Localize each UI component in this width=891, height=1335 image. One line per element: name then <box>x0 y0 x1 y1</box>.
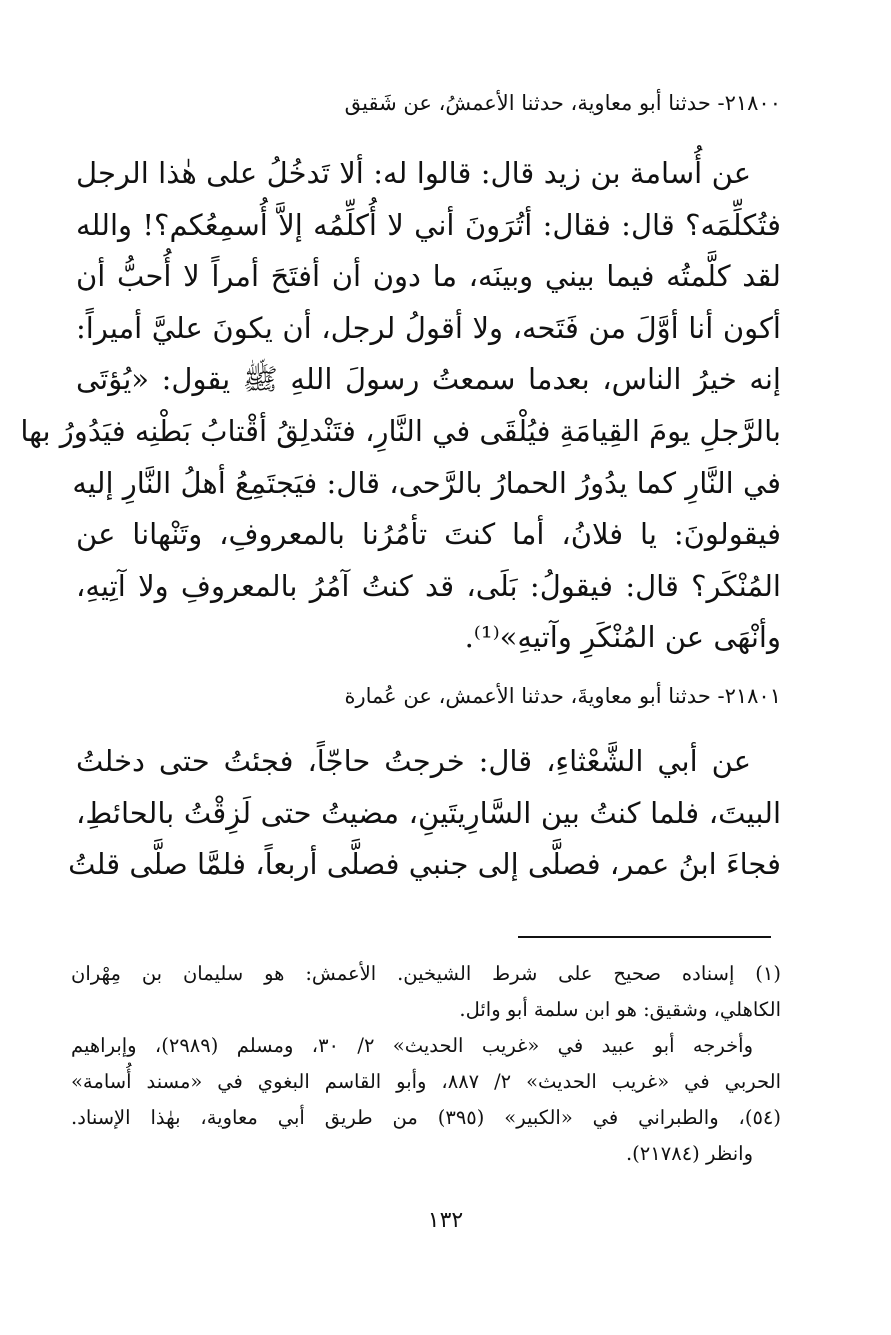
footnote-line: وانظر (٢١٧٨٤). <box>625 1142 753 1165</box>
text-line: لقد كلَّمتُه فيما بيني وبينَه، ما دون أن أفتَحَ أمراً لا أُحبُّ أن <box>76 259 781 294</box>
text-line: أكون أنا أوَّلَ من فَتَحه، ولا أقولُ لرجل، أن يكونَ عليَّ أميراً: <box>76 310 781 345</box>
page-number: ١٣٢ <box>427 1208 464 1233</box>
footnote-line: الحربي في «غريب الحديث» ٢/ ٨٨٧، وأبو القاسم البغوي في «مسند أُسامة» <box>71 1070 781 1093</box>
text-line: فيقولونَ: يا فلانُ، أما كنتَ تأمُرُنا بالمعروفِ، وتَنْهانا عن <box>76 517 781 552</box>
hadith-text-21800 <box>20 148 781 664</box>
text-line: البيتَ، فلما كنتُ بين السَّارِيتَينِ، مضيتُ حتى لَزِقْتُ بالحائطِ، <box>76 795 781 830</box>
hadith-header-21801: ٢١٨٠١- حدثنا أبو معاويةَ، حدثنا الأعمش، عن عُمارة <box>344 684 781 708</box>
text-line: فجاءَ ابنُ عمر، فصلَّى إلى جنبي فصلَّى أربعاً، فلمَّا صلَّى قلتُ <box>68 847 781 882</box>
text-line: المُنْكَر؟ قال: فيقولُ: بَلَى، قد كنتُ آمُرُ بالمعروفِ ولا آتِيهِ، <box>76 568 781 603</box>
footnote-divider <box>518 936 771 938</box>
footnote-line: (١) إسناده صحيح على شرط الشيخين. الأعمش: هو سليمان بن مِهْران <box>71 962 781 985</box>
text-line: عن أُسامة بن زيد قال: قالوا له: ألا تَدخُلُ على هٰذا الرجل <box>76 156 751 190</box>
text-line: وأنْهَى عن المُنْكَرِ وآتيهِ»⁽¹⁾. <box>464 620 781 655</box>
hadith-header-21800: ٢١٨٠٠- حدثنا أبو معاوية، حدثنا الأعمشُ، عن شَقيق <box>344 91 781 115</box>
text-line: بالرَّجلِ يومَ القِيامَةِ فيُلْقَى في النَّارِ، فتَنْدلِقُ أقْتابُ بَطْنِه فيَدُورُ بها <box>20 413 781 448</box>
footnotes <box>71 956 781 1172</box>
text-line: فتُكلِّمَه؟ قال: فقال: أتُرَونَ أني لا أُكلِّمُه إلاَّ أُسمِعُكم؟! والله <box>76 207 781 242</box>
text-line: عن أبي الشَّعْثاءِ، قال: خرجتُ حاجّاً، فجئتُ حتى دخلتُ <box>76 744 751 778</box>
footnote-line: (٥٤)، والطبراني في «الكبير» (٣٩٥) من طريق أبي معاوية، بهٰذا الإسناد. <box>71 1106 781 1129</box>
text-line: إنه خيرُ الناس، بعدما سمعتُ رسولَ اللهِ ﷺ يقول: «يُؤتَى <box>76 362 781 397</box>
text-line: في النَّارِ كما يدُورُ الحمارُ بالرَّحى، قال: فيَجتَمِعُ أهلُ النَّارِ إليه <box>72 465 781 500</box>
footnote-line: الكاهلي، وشقيق: هو ابن سلمة أبو وائل. <box>459 998 781 1021</box>
footnote-line: وأخرجه أبو عبيد في «غريب الحديث» ٢/ ٣٠، ومسلم (٢٩٨٩)، وإبراهيم <box>71 1034 753 1057</box>
hadith-text-21801 <box>68 736 781 891</box>
